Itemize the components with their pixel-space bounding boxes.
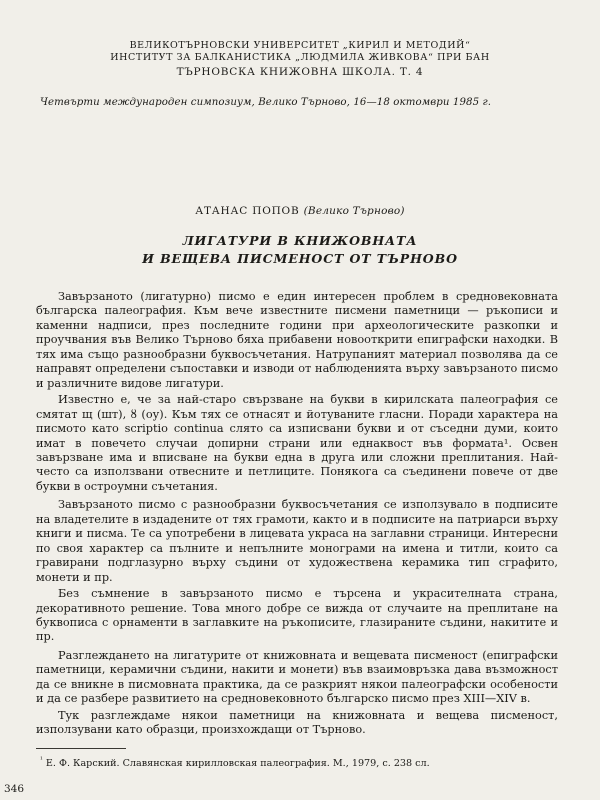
author-place: (Велико Търново) — [303, 205, 405, 217]
page-number: 346 — [4, 783, 25, 795]
paragraph-2: Известно е, че за най-старо свързване на букви в кирилската палеография се смятат щ (шт), ȣ (оу). Към тях се отнасят и йотуваните гласни. Поради характера на писмото като scriptio continua слято са изписвани букви и от съседни думи, които имат в повечето случаи допирни страни или еднаквост във формата¹. Освен завързване има и вписване на букви една в друга или сложни преплитания. Най-често са използвани отвесните и петлиците. Понякога са съединени повече от две букви в остроумни съчетания. — [36, 393, 558, 493]
footnote-text: Е. Ф. Карский. Славянская кирилловская палеография. М., 1979, с. 238 сл. — [45, 758, 430, 770]
article-title — [0, 232, 600, 268]
series-title: ТЪРНОВСКА КНИЖОВНА ШКОЛА. Т. 4 — [176, 66, 424, 78]
paragraph-4: Без съмнение в завързаното писмо е търсена и украсителната страна, декоративното решение. Това много добре се вижда от случаите на преплитане на буквописа с орнаменти в заглавките на ръкописите, глазираните съдини, накитите и пр. — [36, 587, 558, 644]
footnote-marker: ¹ — [40, 756, 43, 764]
article-body — [36, 290, 558, 740]
university-line: ВЕЛИКОТЪРНОВСКИ УНИВЕРСИТЕТ „КИРИЛ И МЕТОДИЙ“ — [129, 40, 471, 51]
paragraph-5: Разглеждането на лигатурите от книжовната и вещевата писменост (епиграфски паметници, керамични съдини, накити и монети) във взаимовръзка дава възможност да се вникне в писмовната практика, да се разкрият някои палеографски особености и да се разбере развитието на средновековното българско писмо през XIII—XIV в. — [36, 648, 558, 706]
title-line-1: ЛИГАТУРИ В КНИЖОВНАТА — [182, 233, 418, 248]
conference-line: Четвърти международен симпозиум, Велико Търново, 16—18 октомври 1985 г. — [40, 97, 492, 108]
paragraph-1: Завързаното (лигатурно) писмо е един интересен проблем в средновековната българска палеография. Към вече известните писмени паметници — ръкописи и каменни надписи, през последните години при археологическите разкопки и проучвания във Велико Търново бяха прибавени новооткрити епиграфски находки. В тях има също разнообразни буквосъчетания. Натрупаният материал позволява да се направят определени съпоставки и изводи от наблюденията върху завързаното писмо и различните видове лигатури. — [36, 290, 558, 390]
author-line — [0, 205, 600, 217]
title-line-2: И ВЕЩЕВА ПИСМЕНОСТ ОТ ТЪРНОВО — [142, 251, 458, 266]
paragraph-3: Завързаното писмо с разнообразни буквосъчетания се използувало в подписите на владетелите в издадените от тях грамоти, както и в подписите на патриарси върху книги и писма. Те са употребени в лицевата украса на заглавни страници. Интересни по своя характер са пълните и непълните монограми на имена и титли, които са гравирани подглазурно върху съдини от художествена керамика тип сграфито, монети и пр. — [36, 498, 558, 584]
footnote-divider — [36, 748, 126, 749]
institute-line: ИНСТИТУТ ЗА БАЛКАНИСТИКА „ЛЮДМИЛА ЖИВКОВА“ ПРИ БАН — [110, 52, 490, 63]
footnote — [40, 756, 430, 769]
publication-header — [40, 40, 560, 78]
paragraph-6: Тук разглеждаме някои паметници на книжовната и вещева писменост, използувани като образци, произхождащи от Търново. — [36, 708, 558, 737]
author-name: АТАНАС ПОПОВ — [195, 205, 300, 217]
